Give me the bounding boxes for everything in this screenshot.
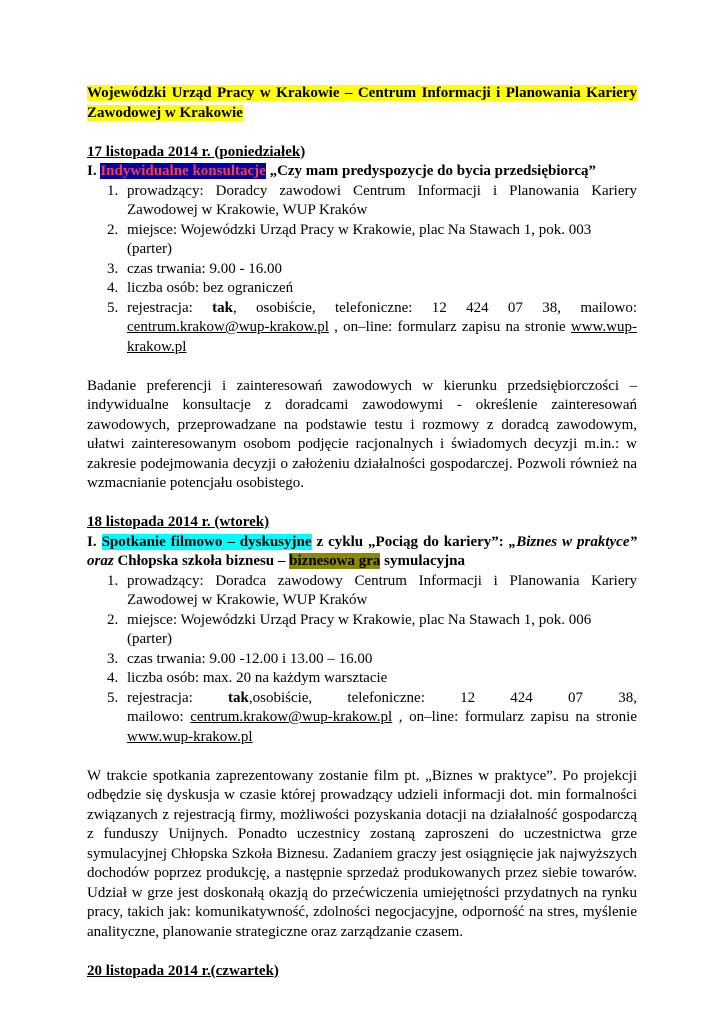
email-link[interactable]: centrum.krakow@wup-krakow.pl	[190, 709, 393, 725]
day2-description: W trakcie spotkania zaprezentowany zostanie film pt. „Biznes w praktyce”. Po projekcji odbędzie się dyskusja w czasie której prowadzący udzieli informacji dot. min formalności związanych z rejestracją firmy, możliwości pozyskania dotacji na działalność gospodarczą z funduszy Unijnych. Ponadto uczestnicy zostaną zaproszeni do uczestnictwa grze symulacyjnej Chłopska Szkoła Biznesu. Zadaniem graczy jest osiągnięcie jak najwyższych dochodów poprzez produkcję, a następnie sprzedaż produkowanych przez siebie towarów. Udział w grze jest doskonałą okazją do przećwiczenia umiejętności przydatnych na rynku pracy, takich jak: komunikatywność, zdolności negocjacyjne, odporność na stres, myślenie analityczne, planowanie strategiczne oraz zarządzanie czasem.	[87, 767, 637, 940]
day2-date-heading: 18 listopada 2014 r. (wtorek)	[87, 514, 270, 530]
day2-film-title: „Biznes w praktyce”	[508, 533, 638, 550]
day1-type-label: Indywidualne konsultacje	[100, 163, 266, 179]
list-item-registration: 5. rejestracja: tak, osobiście, telefoniczne: 12 424 07 38, mailowo: centrum.krakow@wup-krakow.pl , on–line: formularz zapisu na stronie www.wup-krakow.pl	[107, 299, 637, 355]
list-item: 3. czas trwania: 9.00 -12.00 i 13.00 – 16.00	[107, 650, 373, 667]
day1-date-heading: 17 listopada 2014 r. (poniedziałek)	[87, 143, 306, 160]
day2-type-label: Spotkanie filmowo – dyskusyjne	[101, 533, 312, 550]
website-link[interactable]: www.wup-krakow.pl	[127, 319, 637, 355]
document-page	[87, 84, 637, 981]
email-link[interactable]: centrum.krakow@wup-krakow.pl	[127, 319, 329, 335]
list-item: 2. miejsce: Wojewódzki Urząd Pracy w Krakowie, plac Na Stawach 1, pok. 006 (parter)	[107, 611, 592, 647]
list-item: 1. prowadzący: Doradcy zawodowi Centrum Informacji i Planowania Kariery Zawodowej w Krakowie, WUP Kraków	[107, 182, 637, 218]
day2-details-list	[87, 572, 637, 748]
website-link[interactable]: www.wup-krakow.pl	[127, 728, 253, 745]
day2-event-heading: I. Spotkanie filmowo – dyskusyjne z cyklu „Pociąg do kariery”: „Biznes w praktyce” oraz Chłopska szkoła biznesu – biznesowa gra symulacyjna	[87, 533, 638, 569]
day1-event-heading: I. Indywidualne konsultacje „Czy mam predyspozycje do bycia przedsiębiorcą”	[87, 163, 597, 179]
day2-game-highlight: biznesowa gra	[289, 553, 381, 569]
list-item: 3. czas trwania: 9.00 - 16.00	[107, 260, 282, 277]
list-item: 4. liczba osób: max. 20 na każdym warsztacie	[107, 670, 388, 686]
list-item-registration: 5. rejestracja: tak,osobiście, telefoniczne: 12 424 07 38, mailowo: centrum.krakow@wup-krakow.pl , on–line: formularz zapisu na stronie www.wup-krakow.pl	[107, 689, 637, 745]
day3-date-heading: 20 listopada 2014 r.(czwartek)	[87, 962, 279, 979]
list-item: 2. miejsce: Wojewódzki Urząd Pracy w Krakowie, plac Na Stawach 1, pok. 003 (parter)	[107, 221, 592, 257]
document-title: Wojewódzki Urząd Pracy w Krakowie – Centrum Informacji i Planowania Kariery Zawodowej w Krakowie	[87, 85, 637, 121]
list-item: 1. prowadzący: Doradca zawodowy Centrum Informacji i Planowania Kariery Zawodowej w Krakowie, WUP Kraków	[107, 572, 637, 608]
list-item: 4. liczba osób: bez ograniczeń	[107, 280, 294, 296]
day1-details-list	[87, 182, 637, 358]
day1-event-title: „Czy mam predyspozycje do bycia przedsiębiorcą”	[269, 163, 597, 179]
day1-description: Badanie preferencji i zainteresowań zawodowych w kierunku przedsiębiorczości – indywidualne konsultacje z doradcami zawodowymi - określenie zainteresowań zawodowych, przeprowadzane na podstawie testu i rozmowy z doradcą zawodowym, ułatwi zainteresowanym osobom podjęcie racjonalnych i świadomych decyzji m.in.: w zakresie podejmowania decyzji o założeniu działalności gospodarczej. Pozwoli również na wzmacnianie potencjału osobistego.	[87, 377, 637, 491]
